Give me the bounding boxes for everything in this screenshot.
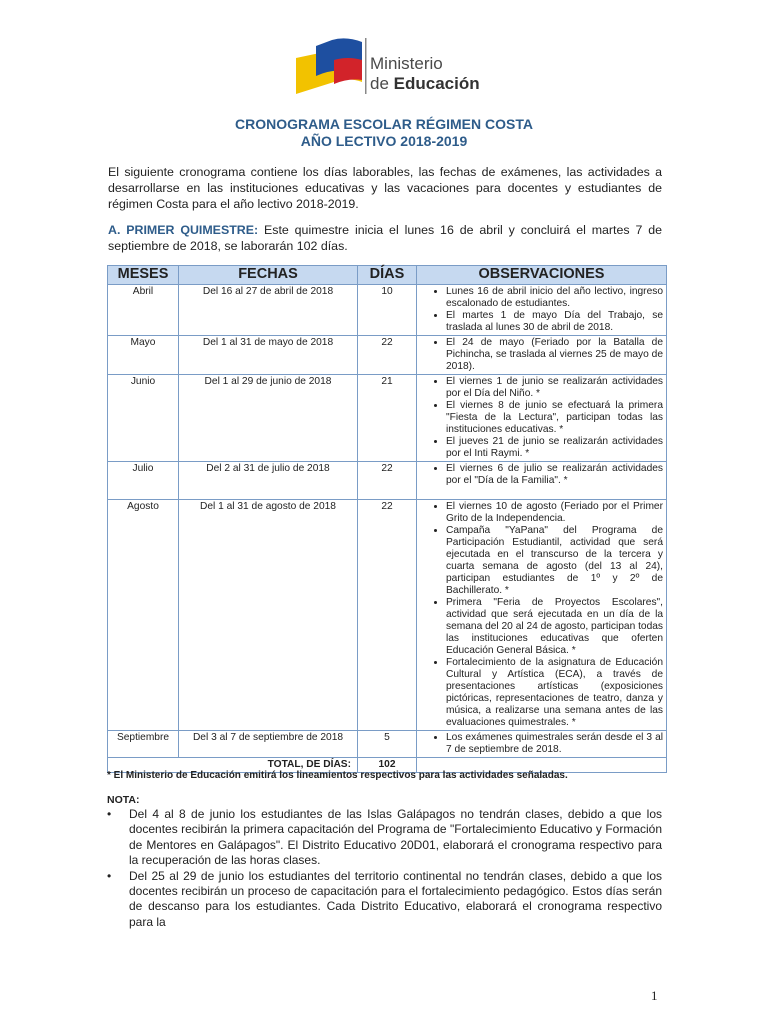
cell-days: 5 bbox=[358, 731, 417, 758]
observation-item: • Primera "Feria de Proyectos Escolares", actividad que será ejecutada en un día de la semana del 20 al 24 de agosto, participan todas las instituciones educativas que oferten Educación General Básica. * bbox=[446, 597, 663, 657]
table-row bbox=[108, 731, 667, 758]
header-observaciones: OBSERVACIONES bbox=[417, 266, 667, 285]
nota-list bbox=[107, 807, 662, 930]
cell-observations bbox=[417, 462, 667, 500]
observation-item: • El 24 de mayo (Feriado por la Batalla de Pichincha, se traslada al viernes 25 de mayo de 2018). bbox=[446, 337, 663, 373]
cell-dates: Del 16 al 27 de abril de 2018 bbox=[179, 285, 358, 336]
total-value: 102 bbox=[358, 758, 417, 773]
observation-item: • El martes 1 de mayo Día del Trabajo, se traslada al lunes 30 de abril de 2018. bbox=[446, 310, 663, 334]
observation-item: • Campaña "YaPana" del Programa de Participación Estudiantil, actividad que será ejecutada en el transcurso de la tercera y cuarta semana de agosto (del 13 al 24), participan estudiantes de 1º y 2º de Bachillerato. * bbox=[446, 525, 663, 597]
logo-line-1: Ministerio bbox=[370, 54, 443, 73]
document-title: CRONOGRAMA ESCOLAR RÉGIMEN COSTA bbox=[235, 116, 533, 132]
cell-days: 10 bbox=[358, 285, 417, 336]
observation-item: • Fortalecimiento de la asignatura de Educación Cultural y Artística (ECA), a través de presentaciones artísticas (exposiciones pictóricas, representaciones de teatro, danza y música, a realizarse una semana antes de las evaluaciones quimestrales. * bbox=[446, 657, 663, 729]
cell-observations bbox=[417, 285, 667, 336]
logo-line-2-prefix: de bbox=[370, 74, 394, 93]
table-row bbox=[108, 375, 667, 462]
observation-item: • El viernes 1 de junio se realizarán actividades por el Día del Niño. * bbox=[446, 376, 663, 400]
cell-dates: Del 1 al 29 de junio de 2018 bbox=[179, 375, 358, 462]
footnote: * El Ministerio de Educación emitirá los lineamientos respectivos para las actividades señaladas. bbox=[107, 770, 568, 781]
header-meses: MESES bbox=[108, 266, 179, 285]
observation-item: • Lunes 16 de abril inicio del año lectivo, ingreso escalonado de estudiantes. bbox=[446, 286, 663, 310]
total-label: TOTAL, DE DÍAS: bbox=[108, 758, 358, 773]
table-header-row bbox=[108, 266, 667, 285]
cell-dates: Del 3 al 7 de septiembre de 2018 bbox=[179, 731, 358, 758]
cell-month: Junio bbox=[108, 375, 179, 462]
page-number: 1 bbox=[651, 988, 658, 1003]
logo-line-2-bold: Educación bbox=[393, 74, 480, 93]
logo-wordmark bbox=[370, 54, 480, 94]
nota-item: • Del 25 al 29 de junio los estudiantes del territorio continental no tendrán clases, debido a que los docentes recibirán un proceso de capacitación para el fortalecimiento pedagógico. Estos días serán de descanso para los estudiantes. Cada Distrito Educativo, elaborará el cronograma respectivo para la bbox=[107, 869, 662, 931]
nota-label: NOTA: bbox=[107, 794, 140, 806]
cell-days: 22 bbox=[358, 336, 417, 375]
cell-month: Septiembre bbox=[108, 731, 179, 758]
cell-days: 21 bbox=[358, 375, 417, 462]
section-a-paragraph bbox=[108, 222, 662, 254]
cell-observations bbox=[417, 500, 667, 731]
cell-observations bbox=[417, 336, 667, 375]
observation-item: • El viernes 6 de julio se realizarán actividades por el "Día de la Familia". * bbox=[446, 463, 663, 487]
observation-item: • El viernes 10 de agosto (Feriado por el Primer Grito de la Independencia. bbox=[446, 501, 663, 525]
intro-text: El siguiente cronograma contiene los días laborables, las fechas de exámenes, las actividades a desarrollarse en las instituciones educativas y las vacaciones para docentes y estudiantes de régimen Costa para el año lectivo 2018-2019. bbox=[108, 165, 662, 211]
cell-month: Agosto bbox=[108, 500, 179, 731]
observation-item: • El viernes 8 de junio se efectuará la primera "Fiesta de la Lectura", participan todas las instituciones educativas. * bbox=[446, 400, 663, 436]
header-fechas: FECHAS bbox=[179, 266, 358, 285]
logo-line-2 bbox=[370, 74, 480, 94]
cell-days: 22 bbox=[358, 500, 417, 731]
observation-item: • El jueves 21 de junio se realizarán actividades por el Inti Raymi. * bbox=[446, 436, 663, 460]
cell-month: Julio bbox=[108, 462, 179, 500]
header-dias: DÍAS bbox=[358, 266, 417, 285]
table-row bbox=[108, 336, 667, 375]
section-a-label: A. PRIMER QUIMESTRE: bbox=[108, 223, 259, 237]
table-row bbox=[108, 500, 667, 731]
cell-dates: Del 1 al 31 de mayo de 2018 bbox=[179, 336, 358, 375]
intro-paragraph bbox=[108, 164, 662, 212]
cell-observations bbox=[417, 731, 667, 758]
table-row bbox=[108, 285, 667, 336]
cell-dates: Del 2 al 31 de julio de 2018 bbox=[179, 462, 358, 500]
schedule-table bbox=[107, 265, 667, 773]
cell-month: Mayo bbox=[108, 336, 179, 375]
table-row bbox=[108, 462, 667, 500]
cell-dates: Del 1 al 31 de agosto de 2018 bbox=[179, 500, 358, 731]
cell-month: Abril bbox=[108, 285, 179, 336]
observation-item: • Los exámenes quimestrales serán desde el 3 al 7 de septiembre de 2018. bbox=[446, 732, 663, 756]
nota-item: • Del 4 al 8 de junio los estudiantes de las Islas Galápagos no tendrán clases, debido a que los docentes recibirán la primera capacitación del Programa de "Fortalecimiento Educativo y Formación de Mentores en Galápagos". El Distrito Educativo 20D01, elaborará el cronograma respectivo para la recuperación de las horas clases. bbox=[107, 807, 662, 869]
cell-days: 22 bbox=[358, 462, 417, 500]
section-a-text: Este quimestre inicia el lunes 16 de abril y concluirá el martes 7 de septiembre de 2018, se laborarán 102 días. bbox=[108, 223, 662, 253]
cell-observations bbox=[417, 375, 667, 462]
document-subtitle: AÑO LECTIVO 2018-2019 bbox=[300, 133, 468, 149]
